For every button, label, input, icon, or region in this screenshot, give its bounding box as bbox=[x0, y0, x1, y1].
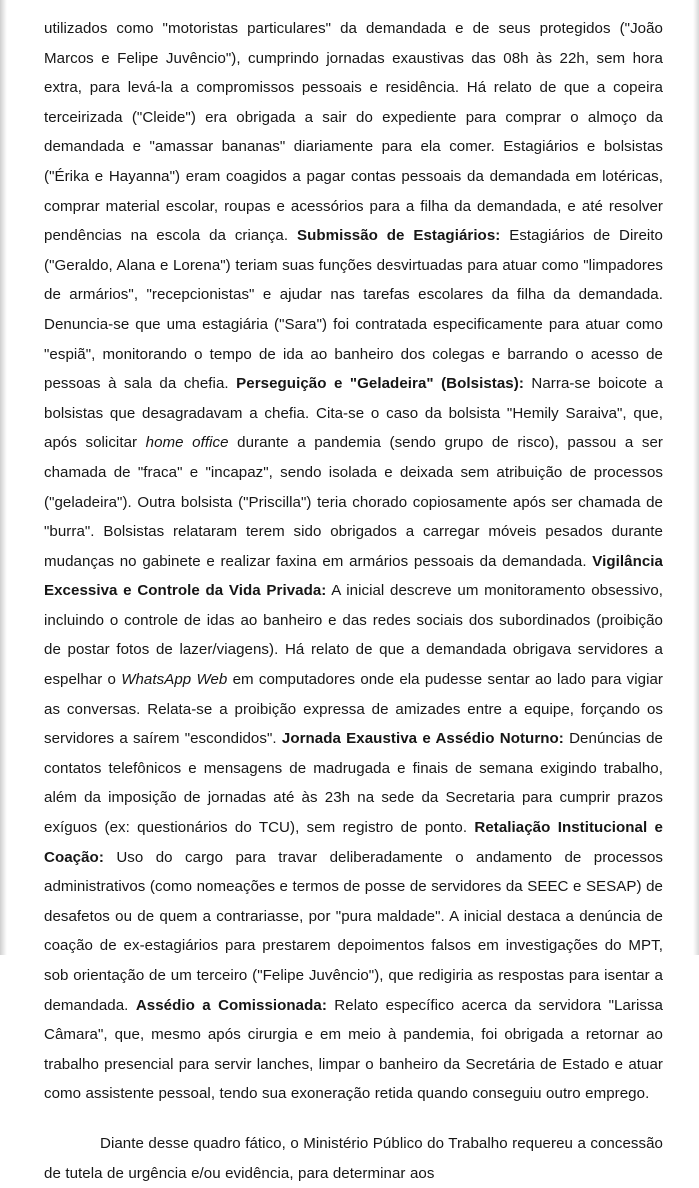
run-text: Denúncias de contatos telefônicos e mensagens de madrugada e finais de semana exigindo trabalho, além da imposição de jornadas até às 23h na sede da Secretaria para cumprir prazos exíguos (ex: questionários do TCU), sem registro de ponto. bbox=[44, 730, 664, 837]
paragraph-tutela bbox=[44, 1129, 663, 1188]
paragraph-fatos bbox=[44, 14, 663, 1109]
run-emphasis-italic: WhatsApp Web bbox=[121, 671, 228, 689]
run-text: Diante desse quadro fático, o Ministério Público do Trabalho requereu a concessão de tutela de urgência e/ou evidência, para determinar aos bbox=[44, 1134, 663, 1182]
run-text: A inicial descreve um monitoramento obsessivo, incluindo o controle de idas ao banheiro e das redes sociais dos subordinados (proibição de postar fotos de lazer/viagens). Há relato de que a demandada obrigava servidores a espelhar o bbox=[44, 582, 664, 689]
page-edge-shadow-right bbox=[693, 0, 699, 955]
run-text: Uso do cargo para travar deliberadamente o andamento de processos administrativos (como nomeações e termos de posse de servidores da SEEC e SESAP) de desafetos ou de quem a contrariasse, por "pura maldade". A inicial destaca a denúncia de coação de ex-estagiários para prestarem depoimentos falsos em investigações do MPT, sob orientação de um terceiro ("Felipe Juvêncio"), que redigiria as respostas para isentar a demandada. bbox=[44, 848, 663, 1014]
run-heading-bold: Submissão de Estagiários: bbox=[296, 227, 501, 245]
run-text: utilizados como "motoristas particulares" da demandada e de seus protegidos ("João Marcos e Felipe Juvêncio"), cumprindo jornadas exaustivas das 08h às 22h, sem hora extra, para levá-la a compromissos pessoais e residência. Há relato de que a copeira terceirizada ("Cleide") era obrigada a sair do expediente para comprar o almoço da demandada e "amassar bananas" diariamente para ela comer. Estagiários e bolsistas ("Érika e Hayanna") eram coagidos a pagar contas pessoais da demandada em lotéricas, comprar material escolar, roupas e acessórios para a filha da demandada, e até resolver pendências na escola da criança. bbox=[44, 20, 663, 245]
run-text: Relato específico acerca da servidora "Larissa Câmara", que, mesmo após cirurgia e em meio à pandemia, foi obrigada a retornar ao trabalho presencial para servir lanches, limpar o banheiro da Secretária de Estado e atuar como assistente pessoal, tendo sua exoneração retida quando conseguiu outro emprego. bbox=[44, 996, 663, 1103]
run-heading-bold: Assédio a Comissionada: bbox=[135, 996, 327, 1014]
run-heading-bold: Perseguição e "Geladeira" (Bolsistas): bbox=[236, 375, 524, 393]
run-text: durante a pandemia (sendo grupo de risco), passou a ser chamada de "fraca" e "incapaz", sendo isolada e deixada sem atribuição de processos ("geladeira"). Outra bolsista ("Priscilla") teria chorado copiosamente após ser chamada de "burra". Bolsistas relataram terem sido obrigados a carregar móveis pesados durante mudanças no gabinete e realizar faxina em armários pessoais da demandada. bbox=[44, 434, 664, 570]
run-heading-bold: Vigilância Excessiva e Controle da Vida Privada: bbox=[44, 552, 663, 600]
run-heading-bold: Retaliação Institucional e Coação: bbox=[44, 819, 663, 866]
run-text: em computadores onde ela pudesse sentar ao lado para vigiar as conversas. Relata-se a proibição expressa de amizades entre a equipe, forçando os servidores a saírem "escondidos". bbox=[44, 671, 664, 748]
run-heading-bold: Jornada Exaustiva e Assédio Noturno: bbox=[281, 730, 564, 748]
run-emphasis-italic: home office bbox=[145, 434, 229, 452]
page-edge-shadow-left bbox=[0, 0, 7, 955]
run-text: Narra-se boicote a bolsistas que desagradavam a chefia. Cita-se o caso da bolsista "Hemily Saraiva", que, após solicitar bbox=[44, 375, 664, 452]
document-body bbox=[44, 14, 663, 1188]
run-text: Estagiários de Direito ("Geraldo, Alana e Lorena") teriam suas funções desvirtuadas para atuar como "limpadores de armários", "recepcionistas" e ajudar nas tarefas escolares da filha da demandada. Denuncia-se que uma estagiária ("Sara") foi contratada especificamente para atuar como "espiã", monitorando o tempo de ida ao banheiro dos colegas e barrando o acesso de pessoas à sala da chefia. bbox=[44, 227, 663, 393]
